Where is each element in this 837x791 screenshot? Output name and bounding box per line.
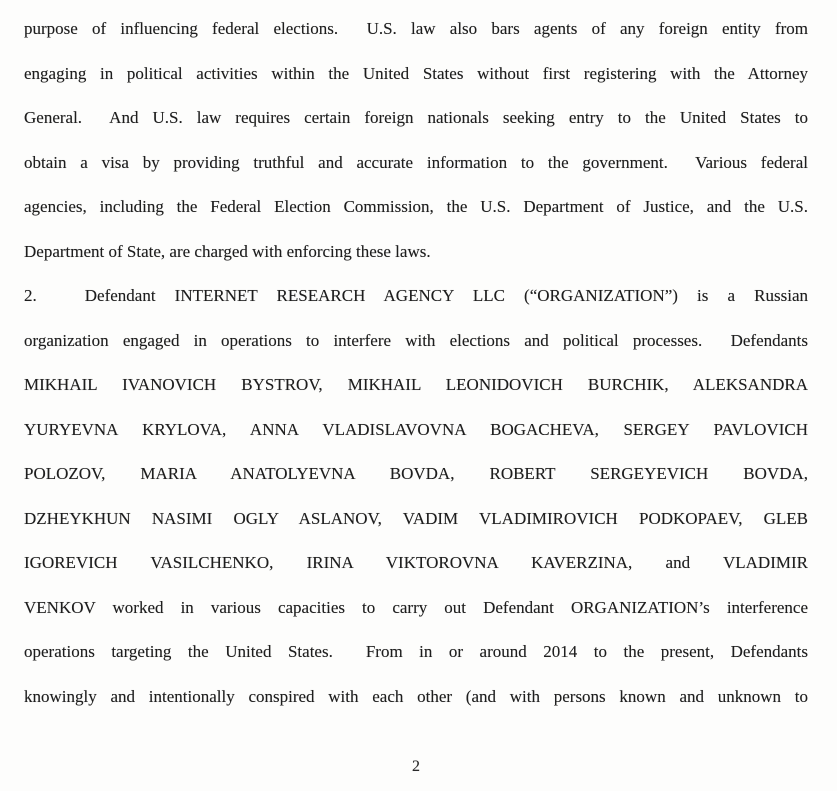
page-number: 2: [412, 758, 420, 775]
text-line-paragraph-2-start: [24, 274, 808, 319]
text-line-paragraph-end: Department of State, are charged with enforcing these laws.: [24, 241, 431, 261]
text-line-defendant-names: IGOREVICH VASILCHENKO, IRINA VIKTOROVNA KAVERZINA, and VLADIMIR: [24, 553, 808, 572]
text-line-defendant-names: MIKHAIL IVANOVICH BYSTROV, MIKHAIL LEONIDOVICH BURCHIK, ALEKSANDRA: [24, 375, 808, 394]
document-body: [24, 7, 808, 719]
text-line-defendant-names: YURYEVNA KRYLOVA, ANNA VLADISLAVOVNA BOGACHEVA, SERGEY PAVLOVICH: [24, 419, 808, 439]
text-line: engaging in political activities within the United States without first registering with the Attorney: [24, 63, 808, 83]
text-line-defendant-names: POLOZOV, MARIA ANATOLYEVNA BOVDA, ROBERT SERGEYEVICH BOVDA,: [24, 464, 808, 483]
paragraph-number: 2.: [24, 286, 37, 305]
text-line: VENKOV worked in various capacities to carry out Defendant ORGANIZATION’s interference: [24, 597, 808, 617]
text-line: General. And U.S. law requires certain foreign nationals seeking entry to the United States to: [24, 108, 808, 127]
text-line: purpose of influencing federal elections. U.S. law also bars agents of any foreign entity from: [24, 19, 808, 38]
text-line: organization engaged in operations to interfere with elections and political processes. Defendants: [24, 330, 808, 350]
text-line-defendant-names: DZHEYKHUN NASIMI OGLY ASLANOV, VADIM VLADIMIROVICH PODKOPAEV, GLEB: [24, 508, 808, 528]
text-line: obtain a visa by providing truthful and accurate information to the government. Various federal: [24, 152, 808, 172]
paragraph-2-first-line: Defendant INTERNET RESEARCH AGENCY LLC (“ORGANIZATION”) is a Russian: [84, 286, 808, 305]
text-line: agencies, including the Federal Election Commission, the U.S. Department of Justice, and the U.S.: [24, 197, 808, 216]
text-line: operations targeting the United States. From in or around 2014 to the present, Defendants: [24, 642, 808, 661]
text-line: knowingly and intentionally conspired with each other (and with persons known and unknown to: [24, 686, 808, 706]
